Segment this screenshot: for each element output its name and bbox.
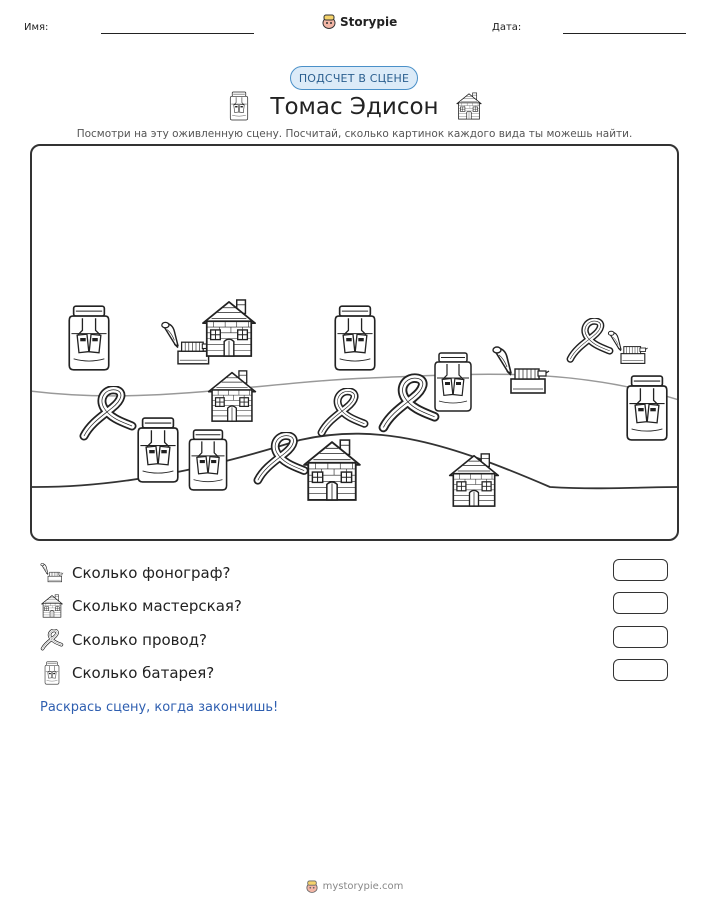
question-text: Сколько мастерская? bbox=[72, 597, 242, 615]
scene-battery bbox=[138, 418, 178, 482]
wire-icon bbox=[40, 629, 64, 651]
name-label: Имя: bbox=[24, 22, 49, 33]
scene-drawing bbox=[30, 144, 679, 541]
scene-wire bbox=[84, 390, 132, 436]
scene-wire bbox=[258, 436, 304, 481]
answer-box-wire[interactable] bbox=[613, 626, 668, 648]
brand-name: Storypie bbox=[340, 14, 398, 29]
scene-battery bbox=[69, 306, 108, 370]
scene-phonograph bbox=[493, 347, 549, 393]
scene-workshop bbox=[304, 440, 360, 500]
scene-phonograph bbox=[608, 331, 647, 363]
answer-box-workshop[interactable] bbox=[613, 592, 668, 614]
question-text: Сколько провод? bbox=[72, 631, 207, 649]
storypie-mascot-icon bbox=[306, 880, 318, 893]
question-text: Сколько батарея? bbox=[72, 664, 215, 682]
footer-url[interactable]: mystorypie.com bbox=[322, 881, 404, 892]
scene-battery bbox=[335, 306, 374, 370]
instructions: Посмотри на эту оживленную сцену. Посчитай, сколько картинок каждого вида ты можешь найти. bbox=[76, 128, 633, 140]
scene-battery bbox=[627, 376, 667, 440]
workshop-icon bbox=[455, 92, 483, 120]
activity-badge: ПОДСЧЕТ В СЦЕНЕ bbox=[290, 66, 418, 90]
date-label: Дата: bbox=[492, 22, 522, 33]
question-wire bbox=[40, 628, 207, 652]
question-phonograph bbox=[40, 561, 231, 585]
scene-battery bbox=[435, 353, 471, 411]
battery-icon bbox=[40, 661, 64, 685]
scene-workshop bbox=[209, 371, 256, 421]
scene-wire bbox=[383, 378, 434, 427]
question-workshop bbox=[40, 594, 242, 618]
answer-box-battery[interactable] bbox=[613, 659, 668, 681]
answer-box-phonograph[interactable] bbox=[613, 559, 668, 581]
scene-wire bbox=[322, 391, 365, 432]
date-line bbox=[563, 33, 686, 34]
scene-battery bbox=[189, 430, 226, 490]
question-text: Сколько фонограф? bbox=[72, 564, 231, 582]
question-battery bbox=[40, 661, 214, 685]
scene-workshop bbox=[203, 300, 255, 356]
storypie-mascot-icon bbox=[322, 14, 336, 29]
scene-workshop bbox=[450, 454, 499, 506]
brand-logo bbox=[322, 14, 397, 29]
footer-brand bbox=[0, 880, 709, 893]
scene-phonograph bbox=[162, 322, 212, 363]
phonograph-icon bbox=[40, 562, 64, 584]
coloring-note: Раскрась сцену, когда закончишь! bbox=[40, 700, 279, 715]
scene-wire bbox=[570, 321, 609, 359]
name-line bbox=[101, 33, 254, 34]
page-title: Томас Эдисон bbox=[270, 94, 439, 120]
workshop-icon bbox=[40, 594, 64, 618]
counting-scene bbox=[30, 144, 679, 541]
